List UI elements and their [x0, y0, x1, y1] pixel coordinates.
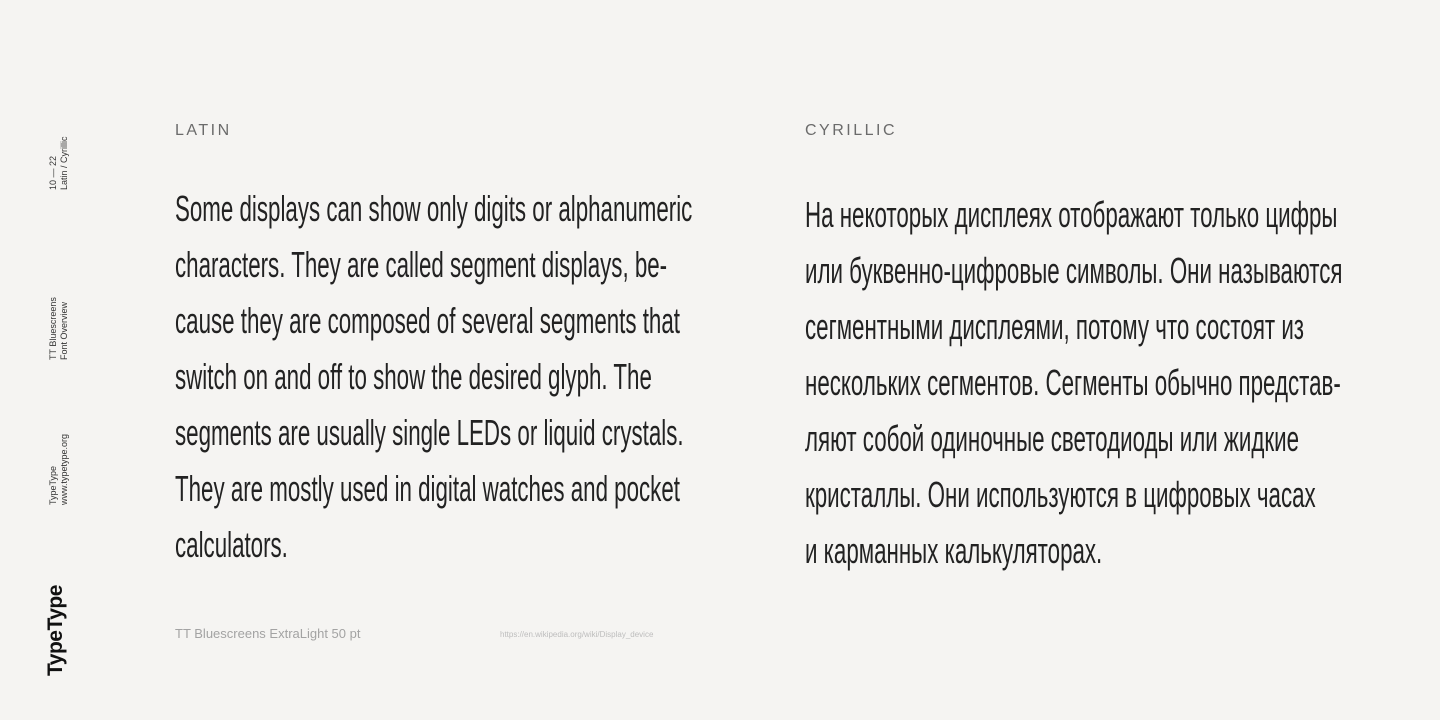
page-range: 10 — 22: [48, 155, 58, 190]
latin-heading: LATIN: [175, 122, 232, 139]
brand-website: www.typetype.org: [59, 433, 69, 505]
cyrillic-heading: CYRILLIC: [805, 122, 898, 139]
brand-name: TypeType: [48, 465, 58, 505]
brand-block: [48, 434, 70, 505]
typetype-logo: TypeType: [44, 585, 67, 676]
cyrillic-specimen-text: На некоторых дисплеях отображают только цифры или буквенно-цифровые символы. Они называются сегментными дисплеями, потому что состоят из нескольких сегментов. Сегменты обычно представ- ляют собой одиночные светодиоды или жидкие кристаллы. Они используются в цифровых часах и карманных калькуляторах.: [805, 194, 1343, 571]
sidebar: [0, 0, 110, 720]
latin-specimen-text: Some displays can show only digits or alphanumeric characters. They are called segment displays, be- cause they are composed of several segments that switch on and off to show the desired glyph. The segments are usually single LEDs or liquid crystals. They are mostly used in digital watches and pocket calculators.: [175, 188, 693, 565]
font-title-block: [48, 297, 70, 360]
page-range-block: [48, 136, 70, 190]
section-name: Latin / Cyrillic: [59, 136, 69, 190]
document-name: Font Overview: [59, 301, 69, 360]
font-size-caption: TT Bluescreens ExtraLight 50 pt: [175, 626, 361, 641]
font-name: TT Bluescreens: [48, 297, 58, 360]
source-link[interactable]: https://en.wikipedia.org/wiki/Display_device: [500, 630, 654, 639]
